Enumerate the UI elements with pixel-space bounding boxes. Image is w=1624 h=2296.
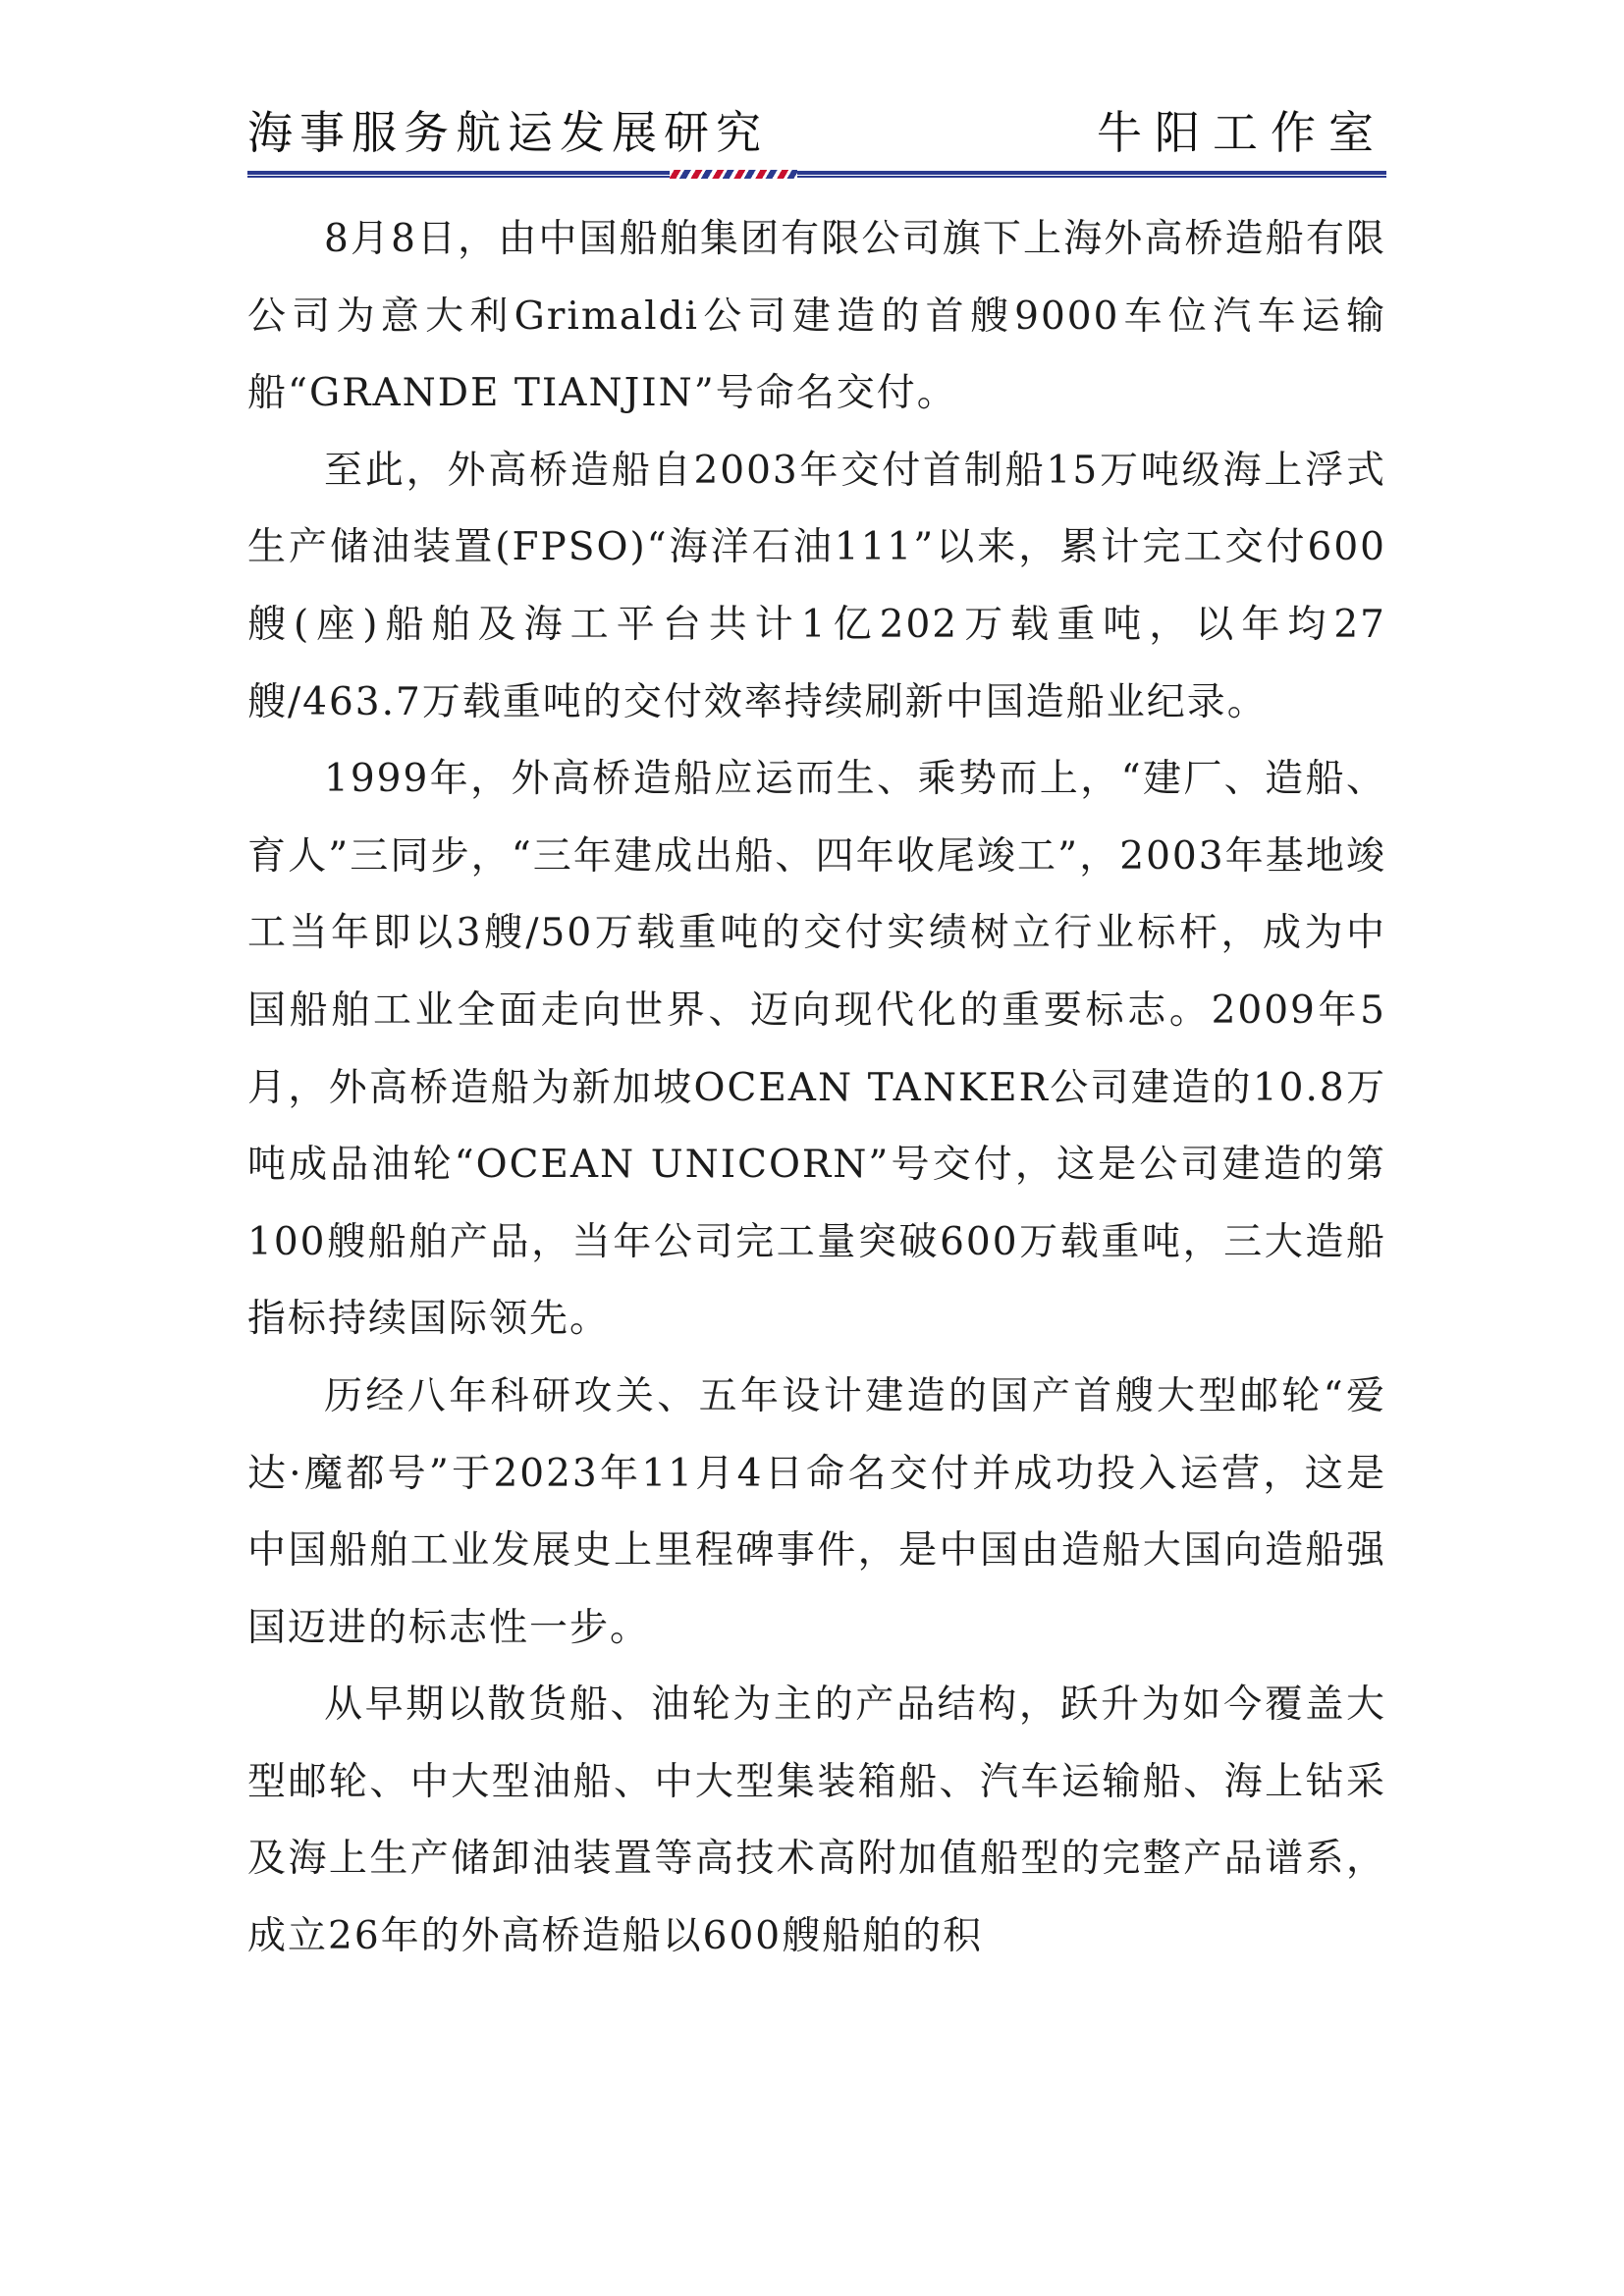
header-divider — [247, 171, 1386, 179]
paragraph-1: 8月8日，由中国船舶集团有限公司旗下上海外高桥造船有限公司为意大利Grimaldi公司建造的首艘9000车位汽车运输船“GRANDE TIANJIN”号命名交付。 — [247, 217, 1386, 416]
divider-thick-line — [247, 171, 1386, 175]
paragraph-2: 至此，外高桥造船自2003年交付首制船15万吨级海上浮式生产储油装置(FPSO)“海洋石油111”以来，累计完工交付600艘(座)船舶及海工平台共计1亿202万载重吨，以年均27艘/463.7万载重吨的交付效率持续刷新中国造船业纪录。 — [247, 448, 1386, 724]
page-header — [247, 98, 1386, 167]
paragraph-4: 历经八年科研攻关、五年设计建造的国产首艘大型邮轮“爱达·魔都号”于2023年11月4日命名交付并成功投入运营，这是中国船舶工业发展史上里程碑事件，是中国由造船大国向造船强国迈进的标志性一步。 — [247, 1373, 1386, 1650]
paragraph-5: 从早期以散货船、油轮为主的产品结构，跃升为如今覆盖大型邮轮、中大型油船、中大型集装箱船、汽车运输船、海上钻采及海上生产储卸油装置等高技术高附加值船型的完整产品谱系，成立26年的外高桥造船以600艘船舶的积 — [247, 1682, 1386, 1959]
divider-accent-stripes — [670, 170, 797, 179]
divider-thin-line — [247, 176, 1386, 178]
header-title-left: 海事服务航运发展研究 — [247, 106, 768, 159]
paragraph-3: 1999年，外高桥造船应运而生、乘势而上，“建厂、造船、育人”三同步，“三年建成出船、四年收尾竣工”，2003年基地竣工当年即以3艘/50万载重吨的交付实绩树立行业标杆，成为中国船舶工业全面走向世界、迈向现代化的重要标志。2009年5月，外高桥造船为新加坡OCEAN TANKER公司建造的10.8万吨成品油轮“OCEAN UNICORN”号交付，这是公司建造的第100艘船舶产品，当年公司完工量突破600万载重吨，三大造船指标持续国际领先。 — [247, 757, 1386, 1342]
article-body — [247, 201, 1386, 1976]
header-title-right: 牛阳工作室 — [1097, 106, 1386, 159]
